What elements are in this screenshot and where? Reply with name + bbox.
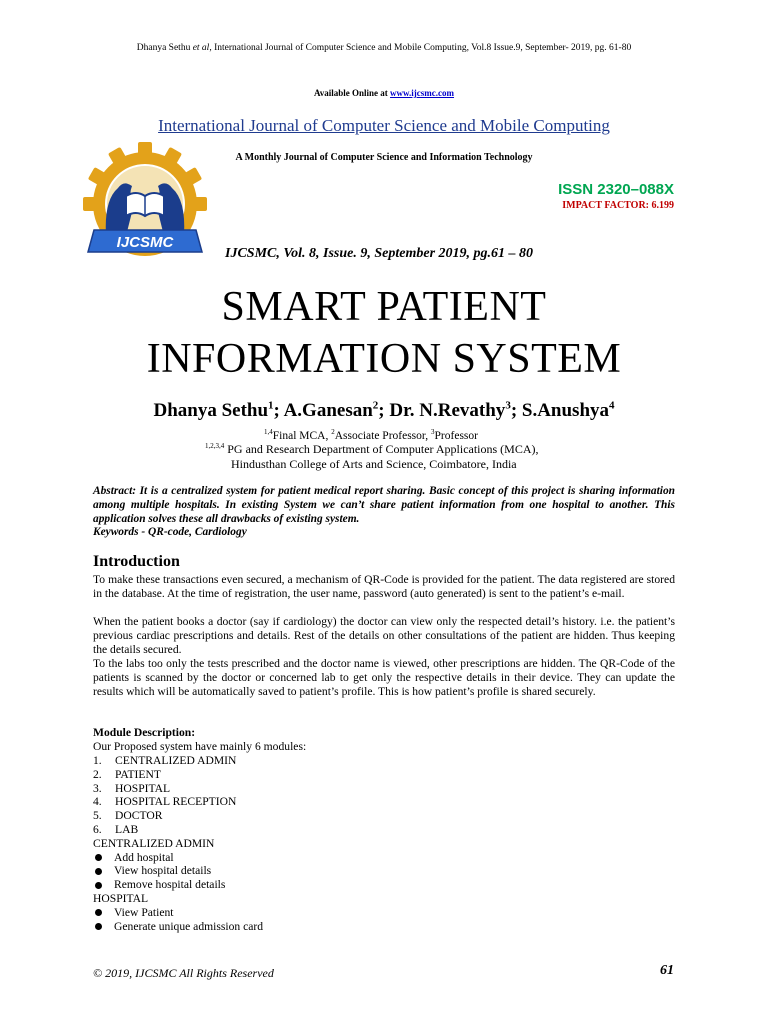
journal-subtitle: A Monthly Journal of Computer Science and Information Technology — [235, 152, 533, 163]
list-label: HOSPITAL — [115, 781, 171, 795]
hospital-heading: HOSPITAL — [93, 891, 149, 905]
running-head — [0, 43, 768, 53]
list-number: 5. — [93, 809, 102, 823]
aff-text: Final MCA, — [272, 429, 332, 442]
author-sup: 2 — [372, 399, 379, 412]
hospital-bullets — [93, 906, 263, 934]
list-item — [93, 823, 263, 837]
bullet-item — [93, 906, 263, 920]
list-number: 1. — [93, 754, 102, 767]
journal-logo — [76, 140, 214, 270]
bullet-label: Generate unique admission card — [114, 919, 264, 933]
author-sup: 3 — [505, 399, 511, 412]
aff-sup: 2 — [331, 428, 335, 436]
module-heading: Module Description: — [93, 726, 196, 739]
bullet-label: Remove hospital details — [114, 878, 226, 892]
issn: ISSN 2320–088X — [558, 181, 674, 198]
section-heading-introduction: Introduction — [93, 553, 180, 570]
list-label: LAB — [115, 822, 139, 836]
list-item — [93, 754, 263, 768]
admin-heading: CENTRALIZED ADMIN — [93, 836, 215, 850]
list-number: 6. — [93, 822, 102, 836]
list-item — [93, 795, 263, 809]
aff-sup: 1,4 — [264, 428, 273, 436]
running-head-etal: et al — [192, 43, 210, 53]
bullet-label: View hospital details — [114, 864, 212, 878]
paper-title — [0, 281, 768, 385]
journal-website-link[interactable]: www.ijcsmc.com — [390, 88, 455, 98]
book-icon — [126, 193, 164, 216]
paragraph: To the labs too only the tests prescribed and the doctor name is viewed, other prescriptions are hidden. The QR-Code of the patients is scanned by the doctor or concerned lab to get only the respective details in their device. They can update the results which will be automatically saved to patient’s profile. This is how patient’s profile is shared securely. — [93, 657, 675, 698]
available-online — [0, 88, 768, 98]
bullet-item — [93, 878, 263, 892]
paragraph: To make these transactions even secured, a mechanism of QR-Code is provided for the patient. The data registered are stored in the database. At the time of registration, the user name, password (auto generated) is sent to the patient’s e-mail. — [93, 573, 675, 600]
logo-text: IJCSMC — [116, 234, 174, 251]
list-item — [93, 768, 263, 782]
author-name: Dhanya Sethu — [153, 400, 269, 421]
bullet-item — [93, 864, 263, 878]
abstract: Abstract: It is a centralized system for patient medical report sharing. Basic concept of this project is sharing information among multiple hospitals. In existing System we can’t share patient information from one hospital to another. This application solves these all drawbacks of existing system. — [93, 485, 675, 525]
bullet-label: Add hospital — [114, 850, 174, 864]
author-name: ; Dr. N.Revathy — [378, 400, 506, 421]
author-sup: 1 — [268, 399, 274, 412]
module-list — [93, 754, 263, 933]
bullet-label: View Patient — [114, 905, 174, 919]
paragraph: When the patient books a doctor (say if cardiology) the doctor can view only the respected detail’s history. i.e. the patient’s previous cardiac prescriptions and details. Rest of the details on other consultations of the patient are hidden. Thus keeping the details secured. — [93, 615, 675, 656]
title-line-2: INFORMATION SYSTEM — [146, 336, 622, 382]
page-number: 61 — [660, 963, 674, 978]
list-label: DOCTOR — [115, 809, 163, 823]
banner — [88, 230, 202, 252]
list-label: PATIENT — [115, 767, 161, 781]
aff-text: PG and Research Department of Computer Applications (MCA), — [224, 442, 539, 456]
author-sup: 4 — [609, 399, 615, 412]
keywords: Keywords - QR-code, Cardiology — [93, 526, 247, 538]
aff-text: Associate Professor, — [334, 429, 432, 442]
list-number: 2. — [93, 767, 102, 781]
bullet-icon — [95, 923, 102, 930]
list-number: 3. — [93, 781, 102, 795]
bullet-icon — [95, 868, 102, 875]
author-name: ; S.Anushya — [510, 400, 610, 421]
list-number: 4. — [93, 795, 102, 809]
journal-title[interactable]: International Journal of Computer Science and Mobile Computing — [158, 116, 610, 135]
title-line-1: SMART PATIENT — [221, 284, 547, 330]
bullet-icon — [95, 909, 102, 916]
bullet-icon — [95, 882, 102, 889]
affiliation-roles — [264, 428, 478, 442]
list-item — [93, 782, 263, 796]
copyright: © 2019, IJCSMC All Rights Reserved — [93, 966, 274, 980]
affiliation-department — [205, 442, 539, 457]
impact-factor: IMPACT FACTOR: 6.199 — [562, 200, 674, 211]
aff-text: Professor — [434, 429, 478, 442]
bullet-item — [93, 851, 263, 865]
available-label: Available Online at — [313, 88, 391, 98]
affiliation-college: Hindusthan College of Arts and Science, Coimbatore, India — [231, 457, 517, 471]
aff-sup: 3 — [431, 428, 435, 436]
list-item — [93, 809, 263, 823]
bullet-icon — [95, 854, 102, 861]
admin-bullets — [93, 851, 263, 892]
aff-sup: 1,2,3,4 — [205, 442, 225, 450]
bullet-item — [93, 920, 263, 934]
author-name: ; A.Ganesan — [273, 400, 373, 421]
list-label: HOSPITAL RECEPTION — [115, 795, 237, 809]
module-intro: Our Proposed system have mainly 6 modules: — [93, 740, 307, 753]
citation: IJCSMC, Vol. 8, Issue. 9, September 2019, pg.61 – 80 — [225, 246, 534, 261]
running-head-rest: , International Journal of Computer Science and Mobile Computing, Vol.8 Issue.9, September- 2019, pg. 61-80 — [209, 43, 632, 53]
list-label: CENTRALIZED ADMIN — [115, 754, 237, 767]
authors — [0, 400, 768, 422]
running-head-author: Dhanya Sethu — [136, 43, 193, 53]
